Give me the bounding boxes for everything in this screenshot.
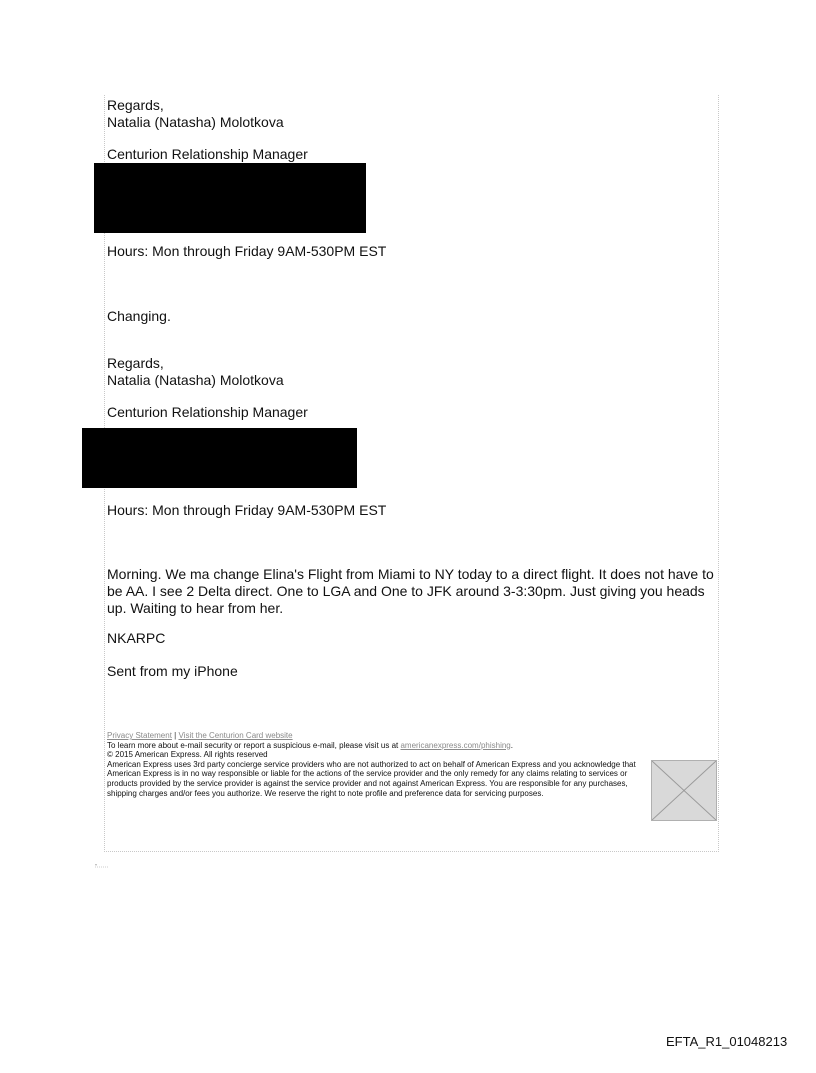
- redaction-box: [94, 163, 366, 233]
- bates-number: EFTA_R1_01048213: [666, 1034, 788, 1049]
- signature1-name: Natalia (Natasha) Molotkova: [107, 114, 284, 130]
- security-text: To learn more about e-mail security or report a suspicious e-mail, please visit us at: [107, 740, 399, 750]
- email-footer: [107, 731, 647, 798]
- signature2-regards: Regards,: [107, 355, 164, 371]
- signature1-regards: Regards,: [107, 97, 164, 113]
- security-end: .: [510, 740, 513, 750]
- centurion-website-link[interactable]: Visit the Centurion Card website: [178, 731, 293, 740]
- redaction-box: [82, 428, 357, 488]
- broken-image-icon: [651, 760, 717, 821]
- footer-copyright: © 2015 American Express. All rights reserved: [107, 750, 268, 760]
- footer-disclaimer: American Express uses 3rd party concierge service providers who are not authorized to act on behalf of American Express and you acknowledge that American Express is in no way responsible or liable for the actions of the service provider and the only remedy for any claims relating to services or products provided by the service provider is against the service provider and not against American Express. You are responsible for any purchases, shipping charges and/or fees you authorize. We reserve the right to note profile and preference data for servicing purposes.: [107, 759, 636, 798]
- message2-sent-from: Sent from my iPhone: [107, 663, 238, 679]
- footer-links-row: [107, 731, 647, 741]
- footer-separator: |: [174, 731, 177, 740]
- stray-mark: [95, 864, 109, 868]
- signature2-hours: Hours: Mon through Friday 9AM-530PM EST: [107, 502, 387, 518]
- message2-sender-tag: NKARPC: [107, 630, 166, 646]
- phishing-link[interactable]: americanexpress.com/phishing: [400, 740, 511, 750]
- footer-security-line: [107, 741, 647, 751]
- privacy-statement-link[interactable]: Privacy Statement: [107, 731, 172, 740]
- signature1-title: Centurion Relationship Manager: [107, 146, 308, 162]
- message2-body: Morning. We ma change Elina's Flight from Miami to NY today to a direct flight. It does not have to be AA. I see 2 Delta direct. One to LGA and One to JFK around 3-3:30pm. Just giving you heads up. Waiting to hear from her.: [107, 566, 714, 616]
- signature2-title: Centurion Relationship Manager: [107, 404, 308, 420]
- signature2-name: Natalia (Natasha) Molotkova: [107, 372, 284, 388]
- signature1-hours: Hours: Mon through Friday 9AM-530PM EST: [107, 243, 387, 259]
- message1-text: Changing.: [107, 308, 171, 324]
